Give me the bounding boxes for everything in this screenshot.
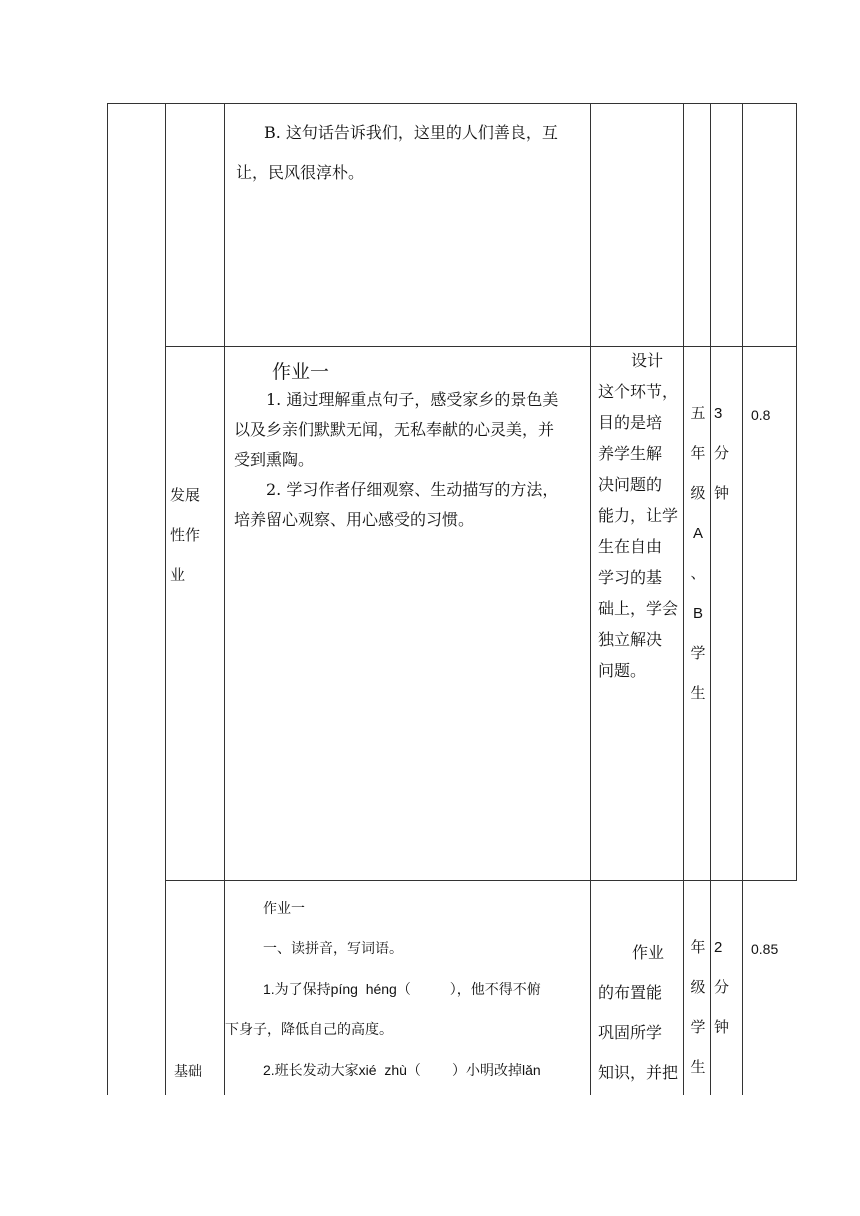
row2-time	[714, 404, 738, 524]
row-divider-2	[165, 880, 797, 881]
category-line: 业	[170, 566, 186, 584]
time-char: 钟	[714, 1019, 730, 1036]
time-char: 分	[714, 979, 730, 996]
category-line: 性作	[170, 526, 201, 544]
target-char: A	[692, 525, 703, 542]
content-line: 受到熏陶。	[234, 450, 315, 469]
row3-section: 一、读拼音，写词语。	[263, 940, 403, 956]
col-divider-3	[590, 103, 591, 1095]
col-divider-1	[165, 103, 166, 1095]
row-divider-1	[165, 346, 797, 347]
content-line: 2. 学习作者仔细观察、生动描写的方法，	[266, 480, 559, 499]
time-char: 分	[714, 445, 730, 462]
target-char: 学	[690, 1019, 706, 1036]
row3-time	[714, 938, 738, 1058]
content-line: 培养留心观察、用心感受的习惯。	[234, 510, 475, 529]
row1-line: 让，民风很淳朴。	[236, 163, 365, 182]
row3-q1-line2: 下身子，降低自己的高度。	[225, 1021, 393, 1037]
purpose-line: 独立解决	[598, 630, 663, 649]
purpose-line: 的布置能	[598, 983, 663, 1002]
row2-category	[170, 485, 210, 605]
purpose-line: 生在自由	[598, 537, 663, 556]
purpose-line: 巩固所学	[598, 1023, 663, 1042]
purpose-line: 作业	[632, 943, 665, 962]
target-char: 年	[690, 939, 706, 956]
col-divider-4	[683, 103, 684, 1095]
purpose-line: 础上，学会	[598, 599, 679, 618]
purpose-line: 养学生解	[598, 444, 663, 463]
row2-target	[686, 404, 710, 724]
col-divider-2	[224, 103, 225, 1095]
target-char: 年	[690, 445, 706, 462]
row2-purpose	[598, 345, 678, 686]
content-line: 1. 通过理解重点句子，感受家乡的景色美	[266, 390, 559, 409]
target-char: B	[692, 605, 703, 622]
row3-q1-line1: 1.为了保持píng héng（ ），他不得不俯	[263, 981, 541, 997]
purpose-line: 学习的基	[598, 568, 663, 587]
row2-title: 作业一	[272, 362, 330, 383]
purpose-line: 决问题的	[598, 475, 663, 494]
purpose-line: 能力，让学	[598, 506, 679, 525]
category-line: 发展	[170, 486, 201, 504]
target-char: 五	[690, 405, 706, 422]
target-char: 、	[690, 565, 706, 582]
time-char: 3	[714, 405, 723, 422]
table-right-border	[796, 103, 797, 881]
content-line: 以及乡亲们默默无闻，无私奉献的心灵美，并	[234, 420, 555, 439]
table-left-border	[107, 103, 108, 1095]
col-divider-6	[742, 103, 743, 1095]
row1-content	[236, 118, 558, 188]
time-char: 2	[714, 939, 723, 956]
row3-title: 作业一	[263, 900, 305, 916]
row3-target	[686, 938, 710, 1098]
row2-content	[234, 385, 558, 535]
target-char: 级	[690, 979, 706, 996]
table-top-border	[107, 103, 797, 104]
row3-purpose	[598, 933, 678, 1093]
purpose-line: 这个环节，	[598, 382, 679, 401]
col-divider-5	[710, 103, 711, 1095]
row3-category: 基础	[174, 1063, 202, 1079]
row3-difficulty: 0.85	[751, 941, 779, 957]
purpose-line: 设计	[631, 351, 664, 370]
purpose-line: 问题。	[598, 661, 647, 680]
purpose-line: 知识，并把	[598, 1063, 679, 1082]
row3-q2: 2.班长发动大家xié zhù（ ）小明改掉lǎn	[263, 1062, 541, 1078]
target-char: 生	[690, 685, 706, 702]
target-char: 学	[690, 645, 706, 662]
target-char: 生	[690, 1059, 706, 1076]
row2-difficulty: 0.8	[751, 407, 771, 423]
target-char: 级	[690, 485, 706, 502]
row1-line: B. 这句话告诉我们，这里的人们善良，互	[264, 123, 558, 142]
time-char: 钟	[714, 485, 730, 502]
purpose-line: 目的是培	[598, 413, 663, 432]
